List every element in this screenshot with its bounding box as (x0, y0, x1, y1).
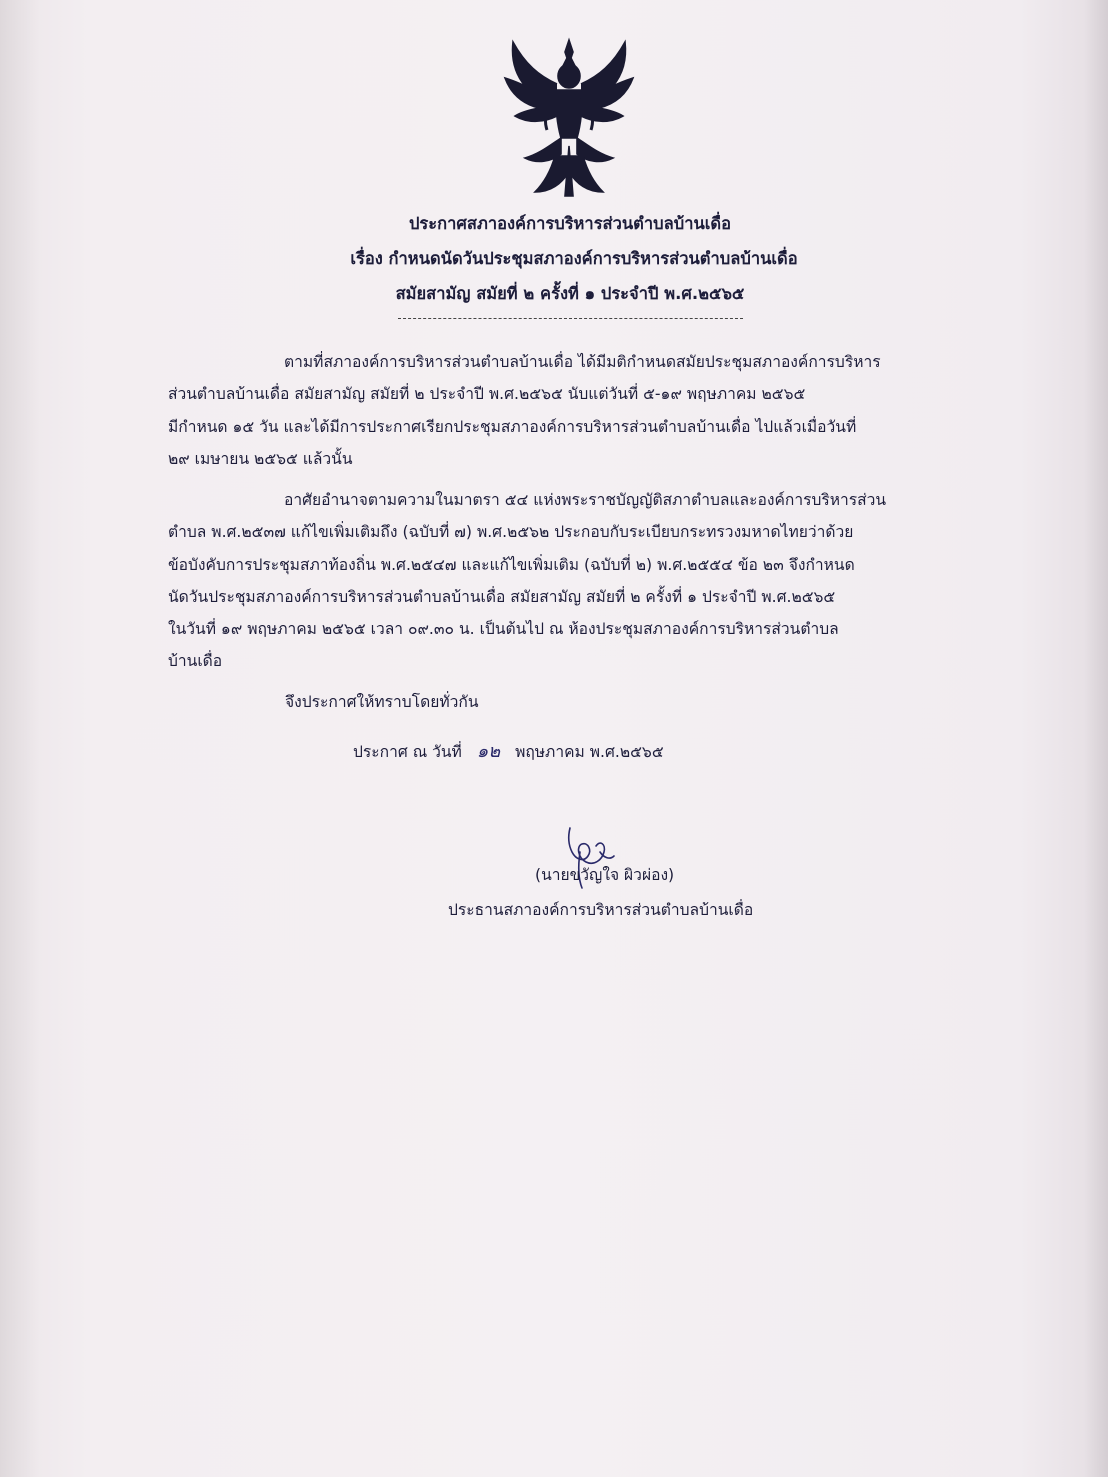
date-day-handwritten: ๑๒ (476, 741, 501, 762)
signer-name: (นายขวัญใจ ผิวผ่อง) (535, 866, 675, 884)
announcement-title: ประกาศสภาองค์การบริหารส่วนตำบลบ้านเดื่อ (408, 214, 732, 233)
paragraph-1-line: ตามที่สภาองค์การบริหารส่วนตำบลบ้านเดื่อ ได้มีมติกำหนดสมัยประชุมสภาองค์การบริหาร (284, 353, 881, 371)
date-suffix: พฤษภาคม พ.ศ.๒๕๖๕ (515, 743, 664, 761)
paragraph-2-line: นัดวันประชุมสภาองค์การบริหารส่วนตำบลบ้านเดื่อ สมัยสามัญ สมัยที่ ๒ ครั้งที่ ๑ ประจำปี พ.ศ.๒๕๖๕ (168, 587, 836, 606)
paragraph-2 (168, 484, 973, 678)
paragraph-1-line: ส่วนตำบลบ้านเดื่อ สมัยสามัญ สมัยที่ ๒ ประจำปี พ.ศ.๒๕๖๕ นับแต่วันที่ ๕-๑๙ พฤษภาคม ๒๕๖๕ (168, 385, 806, 404)
paragraph-1-line: ๒๙ เมษายน ๒๕๖๕ แล้วนั้น (168, 449, 353, 468)
paragraph-1 (168, 346, 973, 475)
announcement-subject: เรื่อง กำหนดนัดวันประชุมสภาองค์การบริหารส่วนตำบลบ้านเดื่อ (350, 249, 798, 268)
paragraph-2-line: ข้อบังคับการประชุมสภาท้องถิ่น พ.ศ.๒๕๔๗ และแก้ไขเพิ่มเติม (ฉบับที่ ๒) พ.ศ.๒๕๕๔ ข้อ ๒๓ จึงกำหนด (168, 555, 855, 574)
announcement-date (353, 736, 664, 765)
title-divider (398, 318, 743, 319)
paragraph-2-line: ในวันที่ ๑๙ พฤษภาคม ๒๕๖๕ เวลา ๐๙.๓๐ น. เป็นต้นไป ณ ห้องประชุมสภาองค์การบริหารส่วนตำบล (168, 620, 839, 639)
date-prefix: ประกาศ ณ วันที่ (353, 743, 462, 761)
paragraph-1-line: มีกำหนด ๑๕ วัน และได้มีการประกาศเรียกประชุมสภาองค์การบริหารส่วนตำบลบ้านเดื่อ ไปแล้วเมื่อวันที่ (168, 417, 857, 436)
paragraph-2-line: ตำบล พ.ศ.๒๕๓๗ แก้ไขเพิ่มเติมถึง (ฉบับที่ ๗) พ.ศ.๒๕๖๒ ประกอบกับระเบียบกระทรวงมหาดไทยว่าด้วย (168, 523, 854, 542)
announcement-session: สมัยสามัญ สมัยที่ ๒ ครั้งที่ ๑ ประจำปี พ.ศ.๒๕๖๕ (395, 284, 745, 303)
closing-statement: จึงประกาศให้ทราบโดยทั่วกัน (285, 693, 479, 711)
garuda-emblem-icon (495, 36, 643, 200)
paragraph-2-line: อาศัยอำนาจตามความในมาตรา ๕๔ แห่งพระราชบัญญัติสภาตำบลและองค์การบริหารส่วน (284, 491, 887, 509)
paragraph-2-line: บ้านเดื่อ (168, 652, 223, 671)
signer-title: ประธานสภาองค์การบริหารส่วนตำบลบ้านเดื่อ (448, 901, 754, 919)
